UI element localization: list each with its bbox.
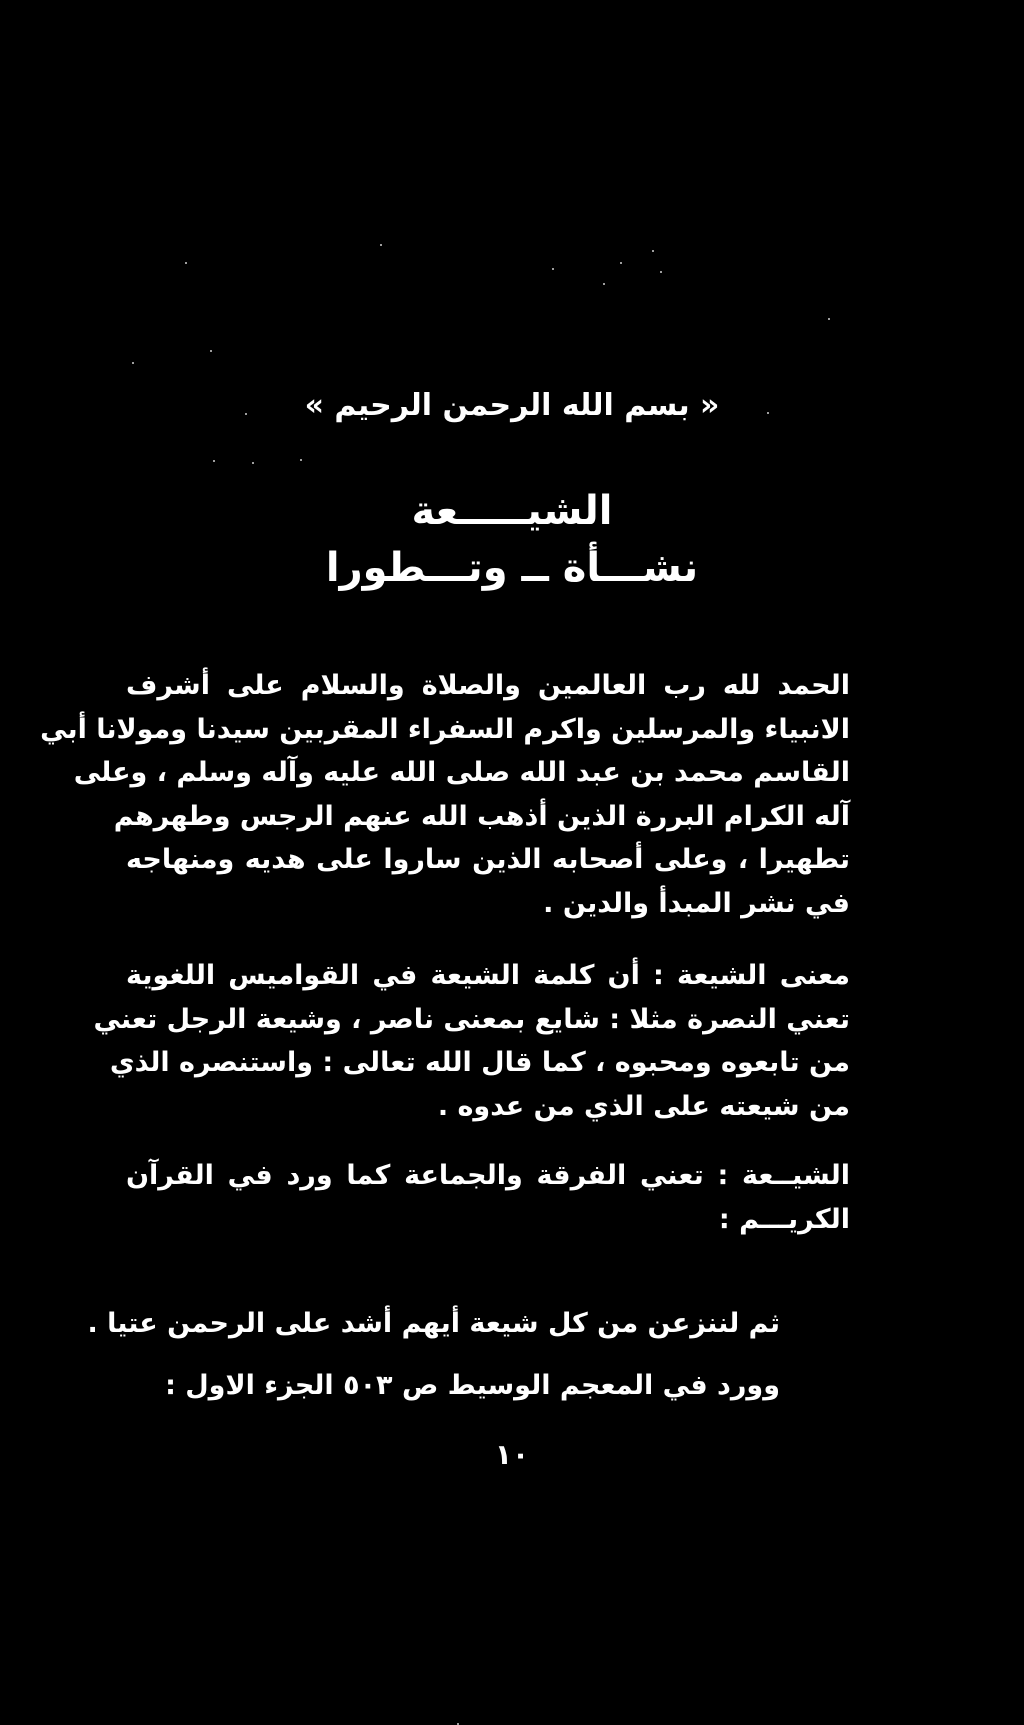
paragraph-line: من شيعته على الذي من عدوه . xyxy=(437,1090,850,1122)
scan-speck xyxy=(185,262,187,264)
paragraph-line: آله الكرام البررة الذين أذهب الله عنهم الرجس وطهرهم xyxy=(113,800,850,832)
paragraph-line: تعني النصرة مثلا : شايع بمعنى ناصر ، وشيعة الرجل تعني xyxy=(93,1003,850,1035)
paragraph-line: ثم لننزعن من كل شيعة أيهم أشد على الرحمن عتيا . xyxy=(87,1308,780,1339)
scan-speck xyxy=(552,268,554,270)
scan-speck xyxy=(652,250,654,252)
paragraph-line: من تابعوه ومحبوه ، كما قال الله تعالى : واستنصره الذي xyxy=(109,1047,850,1078)
meaning-paragraph xyxy=(93,954,850,1128)
scan-speck xyxy=(210,350,212,352)
paragraph-line: الكريـــم : xyxy=(718,1203,850,1235)
scan-speck xyxy=(132,362,134,364)
paragraph-line: تطهيرا ، وعلى أصحابه الذين ساروا على هديه ومنهاجه xyxy=(126,844,850,875)
paragraph-line: القاسم محمد بن عبد الله صلى الله عليه وآله وسلم ، وعلى xyxy=(73,757,850,788)
verse-paragraph xyxy=(87,1293,780,1417)
scan-speck xyxy=(380,244,382,246)
section-term: معنى الشيعة : xyxy=(653,960,850,991)
scan-speck xyxy=(213,460,215,462)
basmala: « بسم الله الرحمن الرحيم » xyxy=(304,388,720,423)
page-title: الشيـــــعة xyxy=(411,488,613,534)
page-subtitle: نشـــأة ــ وتـــطورا xyxy=(325,545,699,591)
paragraph-line: الانبياء والمرسلين واكرم السفراء المقربين سيدنا ومولانا أبي xyxy=(40,713,850,745)
scan-speck xyxy=(300,459,302,461)
scan-speck xyxy=(603,283,605,285)
paragraph-line xyxy=(126,954,850,998)
paragraph-line: الحمد لله رب العالمين والصلاة والسلام على أشرف xyxy=(126,670,850,701)
paragraph-line: وورد في المعجم الوسيط ص ٥٠٣ الجزء الاول : xyxy=(165,1370,780,1401)
scan-speck xyxy=(620,262,622,264)
paragraph-line-text: أن كلمة الشيعة في القواميس اللغوية xyxy=(126,960,640,991)
paragraph-line: الشيــعة : تعني الفرقة والجماعة كما ورد في القرآن xyxy=(126,1160,850,1191)
scan-speck xyxy=(252,462,254,464)
scan-speck xyxy=(828,318,830,320)
paragraph-line: في نشر المبدأ والدين . xyxy=(543,887,850,919)
page-number: ١٠ xyxy=(494,1438,530,1471)
quran-paragraph xyxy=(126,1154,850,1241)
intro-paragraph xyxy=(40,664,850,925)
scan-speck xyxy=(660,271,662,273)
